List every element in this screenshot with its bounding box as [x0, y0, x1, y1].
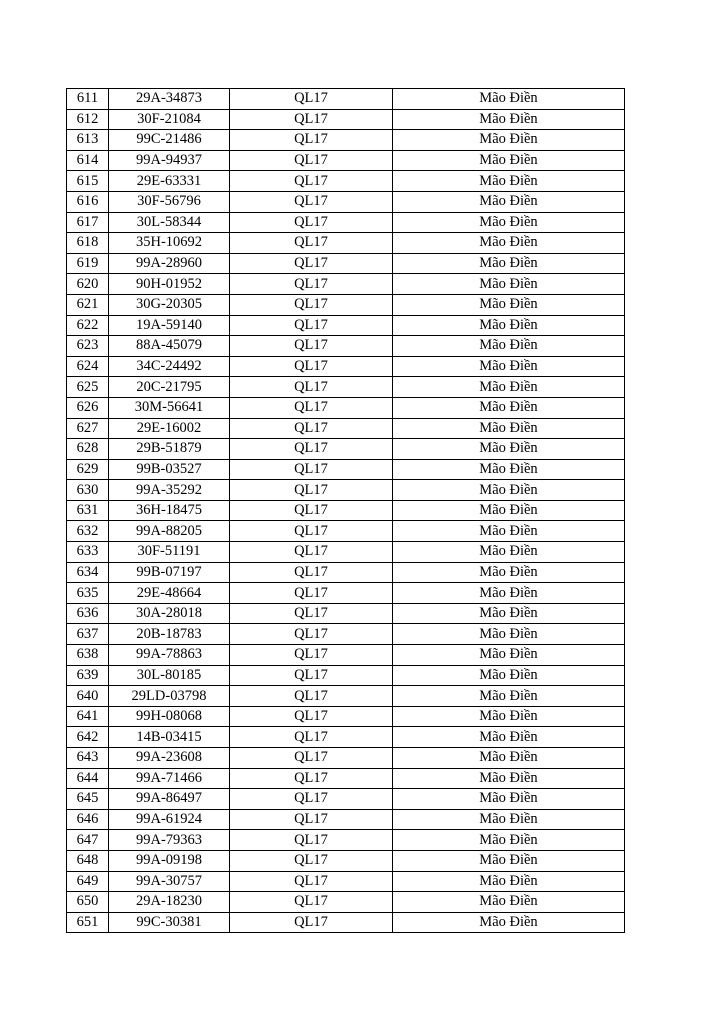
row-number-cell: 613 — [67, 130, 109, 151]
table-row — [67, 212, 625, 233]
license-plate-cell: 99A-71466 — [109, 768, 230, 789]
license-plate-cell: 99A-23608 — [109, 748, 230, 769]
location-cell: Mão Điền — [393, 480, 625, 501]
license-plate-cell: 99A-79363 — [109, 830, 230, 851]
row-number-cell: 611 — [67, 89, 109, 110]
license-plate-cell: 30L-58344 — [109, 212, 230, 233]
location-cell: Mão Điền — [393, 89, 625, 110]
road-cell: QL17 — [230, 665, 393, 686]
location-cell: Mão Điền — [393, 645, 625, 666]
road-cell: QL17 — [230, 500, 393, 521]
road-cell: QL17 — [230, 418, 393, 439]
row-number-cell: 644 — [67, 768, 109, 789]
table-row — [67, 253, 625, 274]
road-cell: QL17 — [230, 789, 393, 810]
table-row — [67, 171, 625, 192]
road-cell: QL17 — [230, 624, 393, 645]
license-plate-cell: 29A-18230 — [109, 892, 230, 913]
road-cell: QL17 — [230, 109, 393, 130]
license-plate-cell: 29B-51879 — [109, 439, 230, 460]
license-plate-cell: 90H-01952 — [109, 274, 230, 295]
location-cell: Mão Điền — [393, 109, 625, 130]
row-number-cell: 628 — [67, 439, 109, 460]
road-cell: QL17 — [230, 480, 393, 501]
road-cell: QL17 — [230, 336, 393, 357]
row-number-cell: 645 — [67, 789, 109, 810]
license-plate-cell: 99B-07197 — [109, 562, 230, 583]
table-row — [67, 809, 625, 830]
license-plate-cell: 30F-56796 — [109, 191, 230, 212]
road-cell: QL17 — [230, 892, 393, 913]
road-cell: QL17 — [230, 130, 393, 151]
row-number-cell: 648 — [67, 850, 109, 871]
road-cell: QL17 — [230, 377, 393, 398]
table-row — [67, 521, 625, 542]
license-plate-cell: 30F-21084 — [109, 109, 230, 130]
table-row — [67, 768, 625, 789]
road-cell: QL17 — [230, 768, 393, 789]
row-number-cell: 622 — [67, 315, 109, 336]
table-row — [67, 665, 625, 686]
table-row — [67, 748, 625, 769]
row-number-cell: 619 — [67, 253, 109, 274]
road-cell: QL17 — [230, 294, 393, 315]
license-plate-cell: 36H-18475 — [109, 500, 230, 521]
row-number-cell: 623 — [67, 336, 109, 357]
table-row — [67, 542, 625, 563]
row-number-cell: 635 — [67, 583, 109, 604]
license-plate-cell: 30M-56641 — [109, 397, 230, 418]
license-plate-cell: 99A-86497 — [109, 789, 230, 810]
table-row — [67, 397, 625, 418]
location-cell: Mão Điền — [393, 500, 625, 521]
road-cell: QL17 — [230, 89, 393, 110]
location-cell: Mão Điền — [393, 850, 625, 871]
row-number-cell: 647 — [67, 830, 109, 851]
row-number-cell: 629 — [67, 459, 109, 480]
license-plate-cell: 29E-63331 — [109, 171, 230, 192]
row-number-cell: 618 — [67, 233, 109, 254]
location-cell: Mão Điền — [393, 336, 625, 357]
row-number-cell: 632 — [67, 521, 109, 542]
license-plate-cell: 99H-08068 — [109, 706, 230, 727]
table-row — [67, 830, 625, 851]
license-plate-cell: 99A-30757 — [109, 871, 230, 892]
row-number-cell: 646 — [67, 809, 109, 830]
road-cell: QL17 — [230, 583, 393, 604]
row-number-cell: 626 — [67, 397, 109, 418]
license-plate-cell: 29A-34873 — [109, 89, 230, 110]
location-cell: Mão Điền — [393, 892, 625, 913]
table-row — [67, 336, 625, 357]
location-cell: Mão Điền — [393, 377, 625, 398]
table-body — [67, 89, 625, 933]
table-row — [67, 233, 625, 254]
location-cell: Mão Điền — [393, 665, 625, 686]
row-number-cell: 614 — [67, 150, 109, 171]
road-cell: QL17 — [230, 850, 393, 871]
road-cell: QL17 — [230, 253, 393, 274]
road-cell: QL17 — [230, 171, 393, 192]
row-number-cell: 651 — [67, 912, 109, 933]
road-cell: QL17 — [230, 809, 393, 830]
road-cell: QL17 — [230, 397, 393, 418]
row-number-cell: 636 — [67, 603, 109, 624]
license-plate-cell: 30G-20305 — [109, 294, 230, 315]
table-row — [67, 789, 625, 810]
license-plate-cell: 29E-48664 — [109, 583, 230, 604]
license-plate-cell: 35H-10692 — [109, 233, 230, 254]
table-row — [67, 294, 625, 315]
table-row — [67, 191, 625, 212]
table-row — [67, 871, 625, 892]
row-number-cell: 637 — [67, 624, 109, 645]
road-cell: QL17 — [230, 315, 393, 336]
road-cell: QL17 — [230, 603, 393, 624]
row-number-cell: 616 — [67, 191, 109, 212]
table-row — [67, 645, 625, 666]
table-row — [67, 459, 625, 480]
location-cell: Mão Điền — [393, 562, 625, 583]
road-cell: QL17 — [230, 871, 393, 892]
table-row — [67, 624, 625, 645]
road-cell: QL17 — [230, 191, 393, 212]
license-plate-cell: 99C-21486 — [109, 130, 230, 151]
road-cell: QL17 — [230, 645, 393, 666]
row-number-cell: 615 — [67, 171, 109, 192]
table-row — [67, 274, 625, 295]
road-cell: QL17 — [230, 686, 393, 707]
table-row — [67, 150, 625, 171]
table-row — [67, 418, 625, 439]
location-cell: Mão Điền — [393, 686, 625, 707]
row-number-cell: 643 — [67, 748, 109, 769]
table-row — [67, 130, 625, 151]
location-cell: Mão Điền — [393, 583, 625, 604]
road-cell: QL17 — [230, 542, 393, 563]
table-row — [67, 892, 625, 913]
road-cell: QL17 — [230, 748, 393, 769]
location-cell: Mão Điền — [393, 233, 625, 254]
table-row — [67, 480, 625, 501]
location-cell: Mão Điền — [393, 274, 625, 295]
road-cell: QL17 — [230, 521, 393, 542]
location-cell: Mão Điền — [393, 294, 625, 315]
table-row — [67, 706, 625, 727]
license-plate-cell: 14B-03415 — [109, 727, 230, 748]
road-cell: QL17 — [230, 912, 393, 933]
location-cell: Mão Điền — [393, 356, 625, 377]
table-row — [67, 439, 625, 460]
location-cell: Mão Điền — [393, 748, 625, 769]
row-number-cell: 649 — [67, 871, 109, 892]
row-number-cell: 621 — [67, 294, 109, 315]
table-row — [67, 500, 625, 521]
row-number-cell: 633 — [67, 542, 109, 563]
location-cell: Mão Điền — [393, 315, 625, 336]
row-number-cell: 641 — [67, 706, 109, 727]
location-cell: Mão Điền — [393, 830, 625, 851]
location-cell: Mão Điền — [393, 706, 625, 727]
location-cell: Mão Điền — [393, 150, 625, 171]
location-cell: Mão Điền — [393, 789, 625, 810]
license-plate-cell: 30A-28018 — [109, 603, 230, 624]
location-cell: Mão Điền — [393, 542, 625, 563]
license-plate-cell: 19A-59140 — [109, 315, 230, 336]
location-cell: Mão Điền — [393, 768, 625, 789]
row-number-cell: 631 — [67, 500, 109, 521]
license-plate-cell: 99C-30381 — [109, 912, 230, 933]
location-cell: Mão Điền — [393, 624, 625, 645]
table-row — [67, 377, 625, 398]
road-cell: QL17 — [230, 212, 393, 233]
row-number-cell: 617 — [67, 212, 109, 233]
location-cell: Mão Điền — [393, 521, 625, 542]
table-row — [67, 109, 625, 130]
row-number-cell: 638 — [67, 645, 109, 666]
row-number-cell: 630 — [67, 480, 109, 501]
location-cell: Mão Điền — [393, 130, 625, 151]
row-number-cell: 634 — [67, 562, 109, 583]
road-cell: QL17 — [230, 439, 393, 460]
table-row — [67, 356, 625, 377]
license-plate-cell: 20C-21795 — [109, 377, 230, 398]
row-number-cell: 639 — [67, 665, 109, 686]
table-row — [67, 850, 625, 871]
license-plate-cell: 99A-94937 — [109, 150, 230, 171]
row-number-cell: 612 — [67, 109, 109, 130]
row-number-cell: 642 — [67, 727, 109, 748]
road-cell: QL17 — [230, 459, 393, 480]
license-plate-cell: 29E-16002 — [109, 418, 230, 439]
road-cell: QL17 — [230, 706, 393, 727]
road-cell: QL17 — [230, 150, 393, 171]
location-cell: Mão Điền — [393, 171, 625, 192]
license-plate-cell: 99A-28960 — [109, 253, 230, 274]
table-row — [67, 912, 625, 933]
location-cell: Mão Điền — [393, 809, 625, 830]
license-plate-cell: 30L-80185 — [109, 665, 230, 686]
row-number-cell: 627 — [67, 418, 109, 439]
table-row — [67, 727, 625, 748]
location-cell: Mão Điền — [393, 727, 625, 748]
license-plate-cell: 99A-78863 — [109, 645, 230, 666]
license-plate-cell: 34C-24492 — [109, 356, 230, 377]
row-number-cell: 624 — [67, 356, 109, 377]
row-number-cell: 650 — [67, 892, 109, 913]
location-cell: Mão Điền — [393, 418, 625, 439]
location-cell: Mão Điền — [393, 191, 625, 212]
violation-table — [66, 88, 625, 933]
location-cell: Mão Điền — [393, 253, 625, 274]
table-row — [67, 686, 625, 707]
row-number-cell: 640 — [67, 686, 109, 707]
table-row — [67, 315, 625, 336]
license-plate-cell: 99A-35292 — [109, 480, 230, 501]
road-cell: QL17 — [230, 356, 393, 377]
location-cell: Mão Điền — [393, 459, 625, 480]
license-plate-cell: 99A-88205 — [109, 521, 230, 542]
road-cell: QL17 — [230, 830, 393, 851]
location-cell: Mão Điền — [393, 212, 625, 233]
license-plate-cell: 88A-45079 — [109, 336, 230, 357]
license-plate-cell: 29LD-03798 — [109, 686, 230, 707]
location-cell: Mão Điền — [393, 912, 625, 933]
road-cell: QL17 — [230, 562, 393, 583]
license-plate-cell: 30F-51191 — [109, 542, 230, 563]
location-cell: Mão Điền — [393, 397, 625, 418]
location-cell: Mão Điền — [393, 439, 625, 460]
row-number-cell: 625 — [67, 377, 109, 398]
row-number-cell: 620 — [67, 274, 109, 295]
location-cell: Mão Điền — [393, 871, 625, 892]
location-cell: Mão Điền — [393, 603, 625, 624]
table-row — [67, 89, 625, 110]
table-row — [67, 603, 625, 624]
license-plate-cell: 99B-03527 — [109, 459, 230, 480]
road-cell: QL17 — [230, 233, 393, 254]
table-row — [67, 562, 625, 583]
license-plate-cell: 99A-09198 — [109, 850, 230, 871]
table-row — [67, 583, 625, 604]
license-plate-cell: 20B-18783 — [109, 624, 230, 645]
license-plate-cell: 99A-61924 — [109, 809, 230, 830]
road-cell: QL17 — [230, 274, 393, 295]
road-cell: QL17 — [230, 727, 393, 748]
